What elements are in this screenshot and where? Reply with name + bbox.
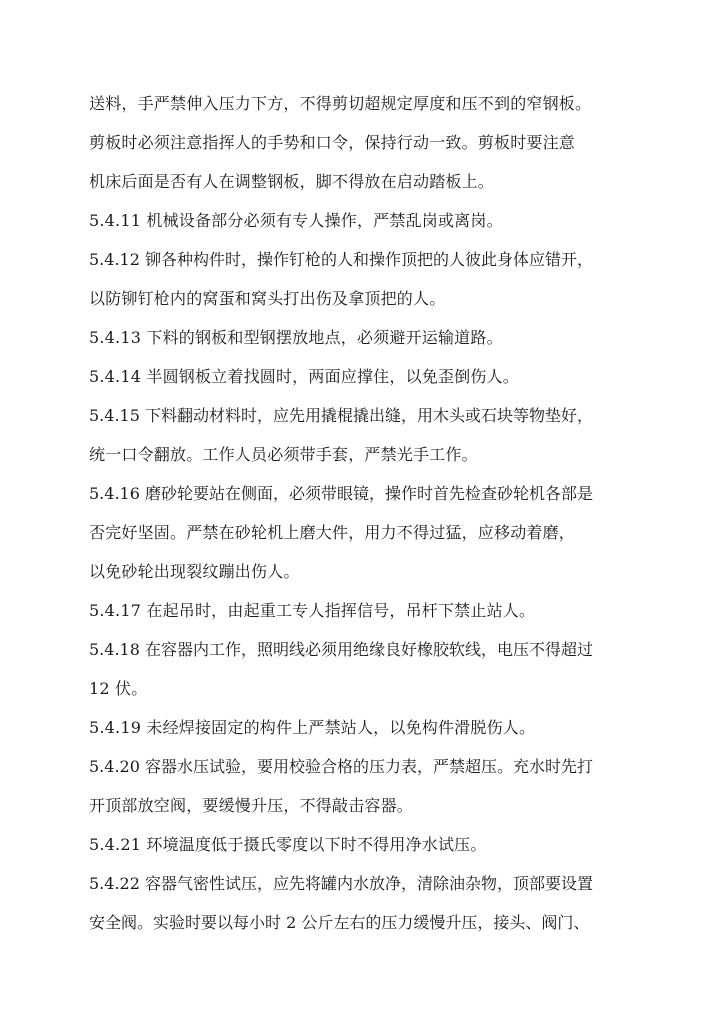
text-line: 机床后面是否有人在调整钢板，脚不得放在启动踏板上。 <box>89 172 495 191</box>
text-line: 统一口令翻放。工作人员必须带手套，严禁光手工作。 <box>89 445 478 464</box>
text-line: 5.4.13 下料的钢板和型钢摆放地点，必须避开运输道路。 <box>89 328 503 347</box>
text-line: 5.4.11 机械设备部分必须有专人操作，严禁乱岗或离岗。 <box>89 211 503 230</box>
text-line: 5.4.14 半圆钢板立着找圆时，两面应撑住，以免歪倒伤人。 <box>89 367 519 386</box>
text-line: 5.4.15 下料翻动材料时，应先用撬棍撬出缝，用木头或石块等物垫好， <box>89 406 593 425</box>
text-line: 5.4.20 容器水压试验，要用校验合格的压力表，严禁超压。充水时先打 <box>89 757 593 776</box>
text-line: 5.4.18 在容器内工作，照明线必须用绝缘良好橡胶软线，电压不得超过 <box>89 640 593 659</box>
text-line: 5.4.17 在起吊时，由起重工专人指挥信号，吊杆下禁止站人。 <box>89 601 536 620</box>
text-line: 剪板时必须注意指挥人的手势和口令，保持行动一致。剪板时要注意 <box>89 133 576 152</box>
text-line: 5.4.19 未经焊接固定的构件上严禁站人，以免构件滑脱伤人。 <box>89 718 536 737</box>
text-line: 5.4.22 容器气密性试压，应先将罐内水放净，清除油杂物，顶部要设置 <box>89 874 593 893</box>
text-line: 12 伏。 <box>89 679 148 698</box>
text-line: 送料，手严禁伸入压力下方，不得剪切超规定厚度和压不到的窄钢板。 <box>89 94 592 113</box>
text-line: 以免砂轮出现裂纹蹦出伤人。 <box>89 562 300 581</box>
text-line: 5.4.16 磨砂轮要站在侧面，必须带眼镜，操作时首先检查砂轮机各部是 <box>89 484 593 503</box>
text-line: 开顶部放空阀，要缓慢升压，不得敲击容器。 <box>89 796 414 815</box>
text-line: 否完好坚固。严禁在砂轮机上磨大件，用力不得过猛，应移动着磨， <box>89 523 576 542</box>
text-line: 5.4.21 环境温度低于摄氏零度以下时不得用净水试压。 <box>89 835 487 854</box>
text-line: 安全阀。实验时要以每小时 2 公斤左右的压力缓慢升压，接头、阀门、 <box>89 913 590 932</box>
text-line: 以防铆钉枪内的窝蛋和窝头打出伤及拿顶把的人。 <box>89 289 446 308</box>
text-line: 5.4.12 铆各种构件时，操作钉枪的人和操作顶把的人彼此身体应错开， <box>89 250 593 269</box>
